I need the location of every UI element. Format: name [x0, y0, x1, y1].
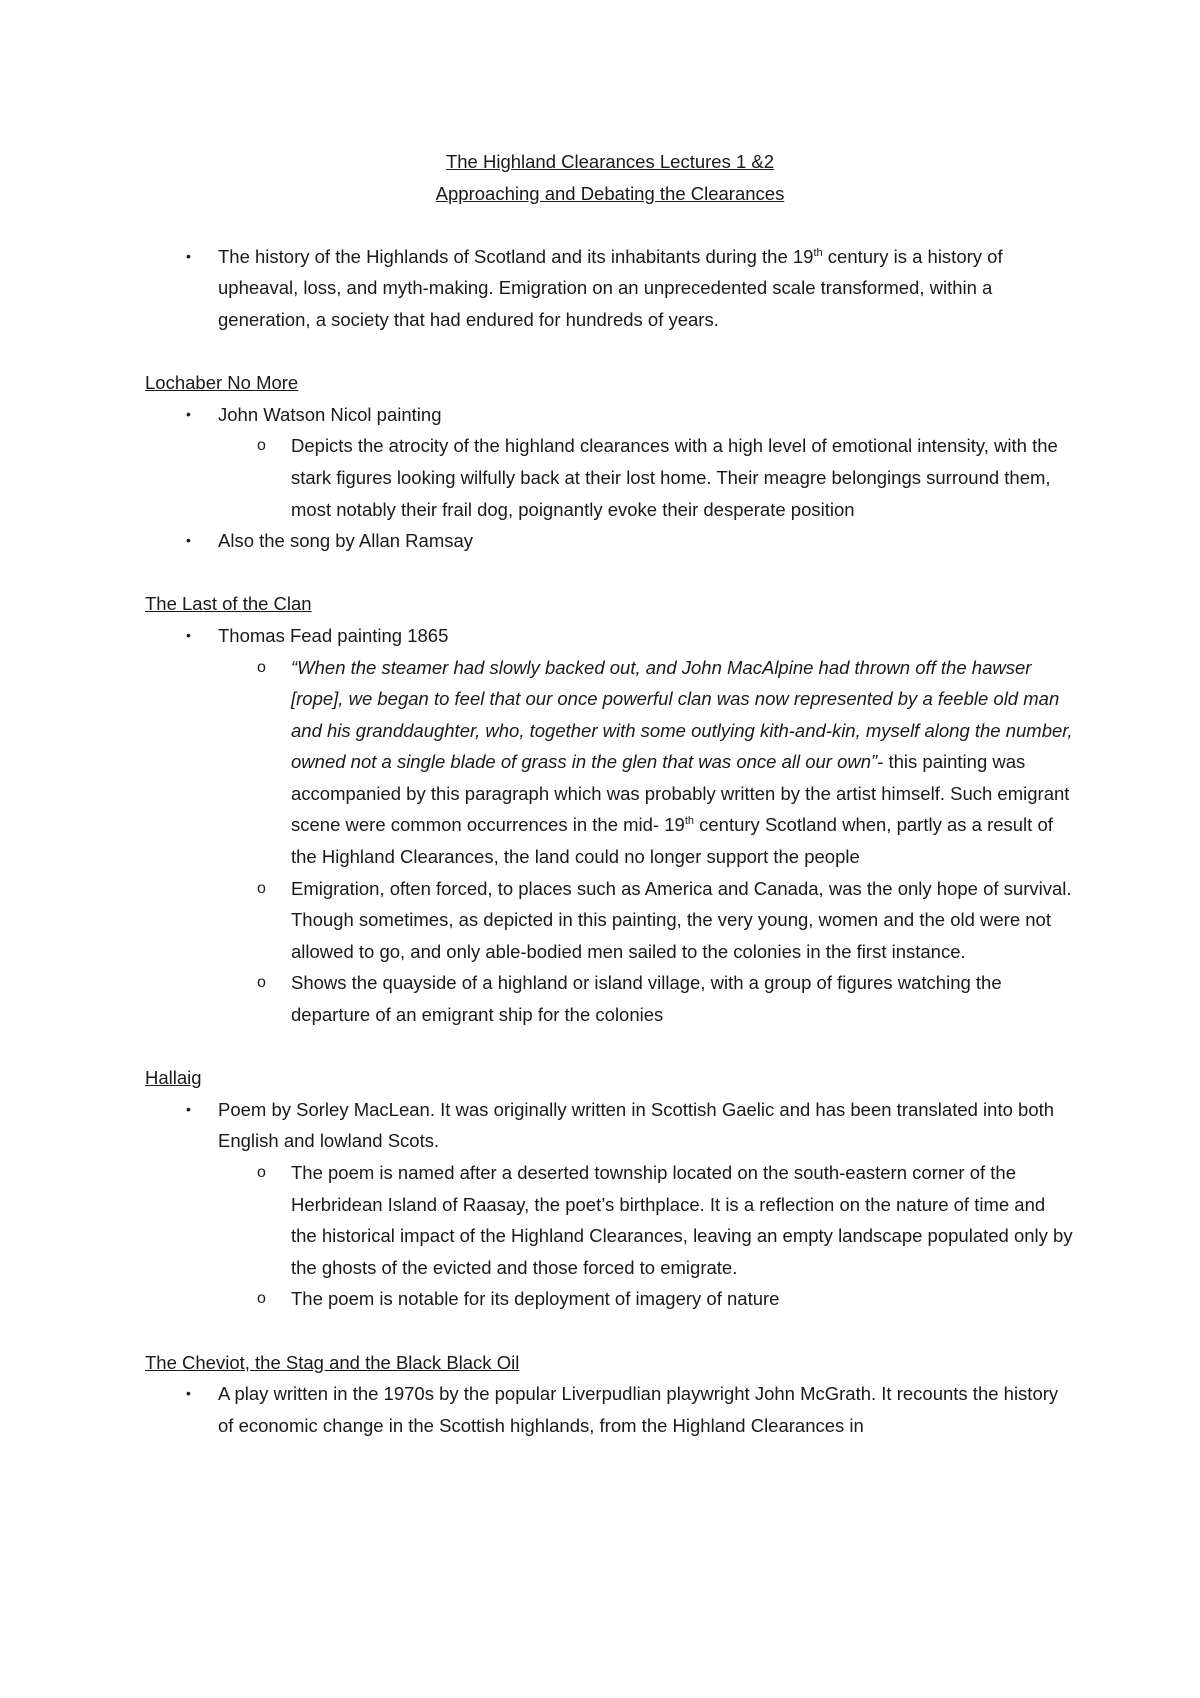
lochaber-list [145, 399, 1075, 431]
last-clan-sub-1a: - this painting was accompanied by this paragraph which was probably written by the artist himself. Such emigrant scene were common occurrences in the mid- 19 [291, 751, 1070, 836]
lochaber-item-2: Also the song by Allan Ramsay [218, 530, 474, 552]
hallaig-item-1: Poem by Sorley MacLean. It was originally written in Scottish Gaelic and has been translated into both English and lowland Scots. [218, 1098, 1055, 1152]
last-clan-sup: th [684, 815, 694, 828]
last-clan-list [145, 620, 1075, 652]
document-title: The Highland Clearances Lectures 1 &2 [445, 151, 775, 172]
cheviot-list [145, 1378, 1075, 1441]
list-item [145, 525, 1075, 557]
hallaig-sub-1: The poem is named after a deserted township located on the south-eastern corner of the Herbridean Island of Raasay, the poet’s birthplace. It is a reflection on the nature of time and the historical impact of the Highland Clearances, leaving an empty landscape populated only by the ghosts of the evicted and those forced to emigrate. [291, 1162, 1073, 1278]
intro-list [145, 241, 1075, 336]
hallaig-sublist [218, 1157, 1075, 1315]
document-subtitle: Approaching and Debating the Clearances [435, 182, 785, 204]
last-clan-sub-3: Shows the quayside of a highland or island village, with a group of figures watching the departure of an emigrant ship for the colonies [291, 972, 1002, 1026]
bullet-icon: • [186, 1385, 191, 1402]
sub-list-item [218, 652, 1075, 873]
hallaig-list [145, 1094, 1075, 1157]
last-clan-sub-2: Emigration, often forced, to places such as America and Canada, was the only hope of survival. Though sometimes, as depicted in this painting, the very young, women and the old were not allowed to go, and only able-bodied men sailed to the colonies in the first instance. [291, 877, 1072, 962]
cheviot-item-1: A play written in the 1970s by the popular Liverpudlian playwright John McGrath. It recounts the history of economic change in the Scottish highlands, from the Highland Clearances in [218, 1383, 1059, 1436]
document-body [145, 146, 1075, 1441]
sub-bullet-icon: o [257, 974, 266, 992]
lochaber-sub-1: Depicts the atrocity of the highland clearances with a high level of emotional intensity, with the stark figures looking wilfully back at their lost home. Their meagre belongings surround them, most notably their frail dog, poignantly evoke their desperate position [291, 435, 1058, 520]
lochaber-sublist [218, 430, 1075, 525]
sub-list-item [218, 1283, 1075, 1315]
section-heading-last-clan: The Last of the Clan [145, 593, 312, 615]
intro-text-b: century is a history of upheaval, loss, and myth-making. Emigration on an unprecedented scale transformed, within a generation, a society that had endured for hundreds of years. [218, 245, 1003, 330]
last-clan-quote: “When the steamer had slowly backed out, and John MacAlpine had thrown off the hawser [rope], we began to feel that our once powerful clan was now represented by a feeble old man and his granddaughter, who, together with some outlying kith-and-kin, myself along the number, owned not a single blade of grass in the glen that was once all our own” [291, 656, 1073, 773]
last-clan-item-1: Thomas Fead painting 1865 [218, 624, 449, 646]
bullet-icon: • [186, 405, 191, 422]
sub-bullet-icon: o [257, 437, 266, 455]
sub-list-item [218, 967, 1075, 1030]
sub-bullet-icon: o [257, 1164, 266, 1181]
last-clan-sublist [218, 652, 1075, 1031]
bullet-icon: • [186, 1100, 191, 1117]
section-heading-lochaber: Lochaber No More [145, 372, 299, 394]
sub-bullet-icon: o [257, 1290, 266, 1308]
last-clan-sub-1b: century Scotland when, partly as a result of the Highland Clearances, the land could no longer support the people [291, 814, 1053, 868]
lochaber-item-1: John Watson Nicol painting [218, 403, 442, 425]
section-heading-cheviot: The Cheviot, the Stag and the Black Black Oil [145, 1351, 520, 1373]
sub-list-item [218, 1157, 1075, 1283]
bullet-icon: • [186, 532, 191, 549]
sub-list-item [218, 873, 1075, 968]
sub-bullet-icon: o [257, 879, 266, 897]
section-heading-hallaig: Hallaig [145, 1067, 202, 1089]
intro-text-a: The history of the Highlands of Scotland and its inhabitants during the 19 [218, 245, 814, 267]
hallaig-sub-2: The poem is notable for its deployment of imagery of nature [291, 1288, 780, 1310]
list-item [145, 1094, 1075, 1157]
intro-item [145, 241, 1075, 336]
list-item [145, 620, 1075, 652]
sub-list-item [218, 430, 1075, 525]
list-item [145, 1378, 1075, 1441]
intro-sup: th [813, 246, 823, 259]
bullet-icon: • [186, 247, 191, 264]
bullet-icon: • [186, 626, 191, 643]
list-item [145, 399, 1075, 431]
lochaber-list-2 [145, 525, 1075, 557]
sub-bullet-icon: o [257, 658, 266, 676]
